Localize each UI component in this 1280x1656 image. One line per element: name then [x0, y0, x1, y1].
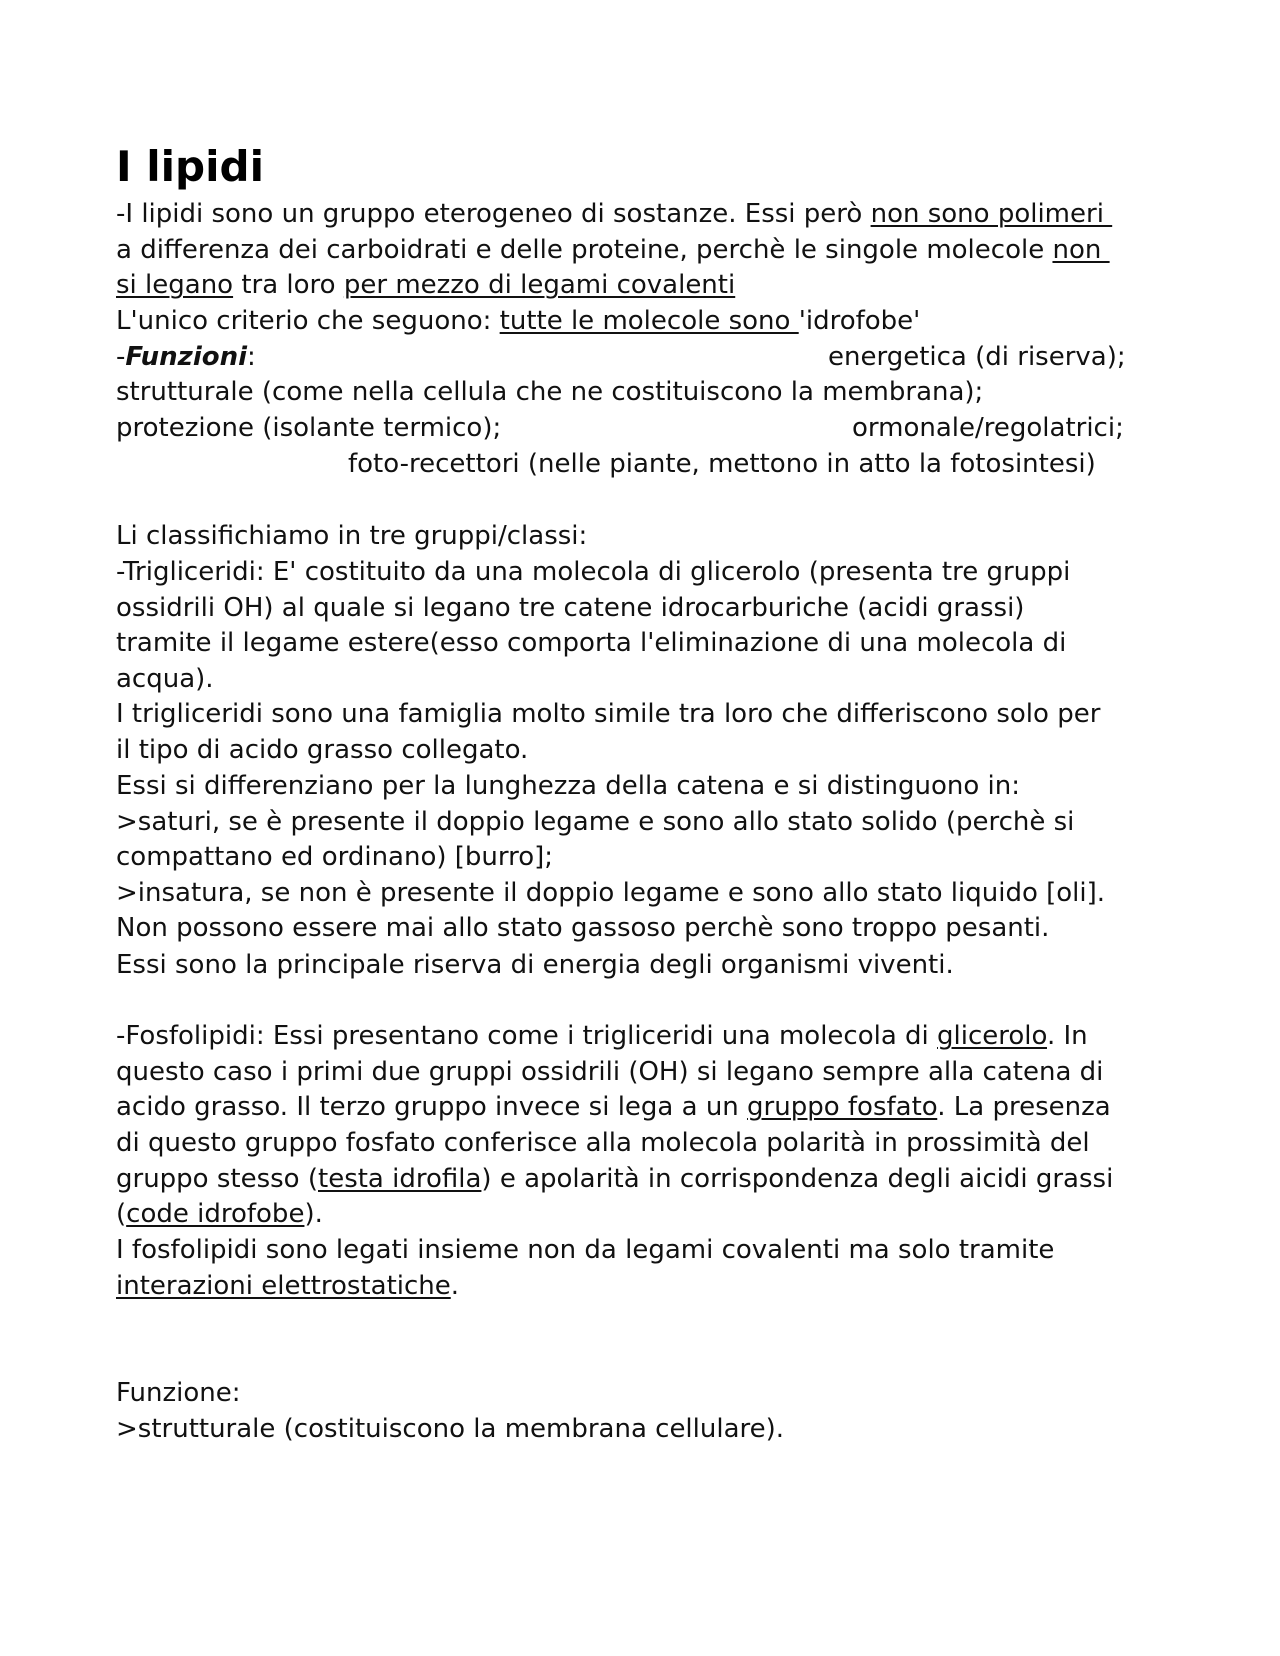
intro-line-4 [116, 304, 920, 338]
dash: - [116, 342, 126, 372]
trigliceridi-line-4: acqua). [116, 664, 214, 694]
page-title: I lipidi [116, 142, 264, 191]
underlined-text: non [1052, 235, 1110, 265]
underlined-text: interazioni elettrostatiche [116, 1271, 451, 1301]
underlined-text: glicerolo [937, 1021, 1047, 1051]
funzioni-label: Funzioni [125, 342, 248, 372]
text: a differenza dei carboidrati e delle proteine, perchè le singole molecole [116, 235, 1053, 265]
trigliceridi-line-6: il tipo di acido grasso collegato. [116, 735, 529, 765]
fosfolipidi-line-3 [116, 1090, 1111, 1124]
funzione-strutturale-fosfolipidi: >strutturale (costituiscono la membrana cellulare). [116, 1414, 785, 1444]
funzione-ormonale: ormonale/regolatrici; [852, 413, 1124, 443]
text: acido grasso. Il terzo gruppo invece si lega a un [116, 1092, 748, 1122]
intro-line-3 [116, 268, 735, 302]
trigliceridi-line-11: Non possono essere mai allo stato gassoso perchè sono troppo pesanti. [116, 913, 1050, 943]
classi-intro: Li classifichiamo in tre gruppi/classi: [116, 521, 588, 551]
funzione-energetica: energetica (di riserva); [828, 342, 1126, 372]
fosfolipidi-line-2: questo caso i primi due gruppi ossidrili (OH) si legano sempre alla catena di [116, 1057, 1104, 1087]
trigliceridi-line-7: Essi si differenziano per la lunghezza della catena e si distinguono in: [116, 771, 1020, 801]
text: . In [1046, 1021, 1088, 1051]
trigliceridi-line-12: Essi sono la principale riserva di energia degli organismi viventi. [116, 950, 954, 980]
fosfolipidi-line-4: di questo gruppo fosfato conferisce alla molecola polarità in prossimità del [116, 1128, 1090, 1158]
trigliceridi-line-10: >insatura, se non è presente il doppio legame e sono allo stato liquido [oli]. [116, 878, 1106, 908]
trigliceridi-line-5: I trigliceridi sono una famiglia molto simile tra loro che differiscono solo per [116, 699, 1101, 729]
intro-line-1 [116, 197, 1112, 231]
funzione-protezione: protezione (isolante termico); [116, 413, 502, 443]
text: L'unico criterio che seguono: [116, 306, 500, 336]
text: tra loro [233, 270, 344, 300]
text: ). [304, 1199, 323, 1229]
underlined-text: si legano [116, 270, 234, 300]
underlined-text: tutte le molecole sono [499, 306, 799, 336]
text: -I lipidi sono un gruppo eterogeneo di sostanze. Essi però [116, 199, 871, 229]
fosfolipidi-line-1 [116, 1019, 1088, 1053]
funzione-fotorecettori: foto-recettori (nelle piante, mettono in atto la fotosintesi) [348, 449, 1096, 479]
fosfolipidi-line-5 [116, 1162, 1113, 1196]
funzione-label: Funzione: [116, 1378, 241, 1408]
trigliceridi-line-2: ossidrili OH) al quale si legano tre catene idrocarburiche (acidi grassi) [116, 593, 1025, 623]
trigliceridi-line-8: >saturi, se è presente il doppio legame e sono allo stato solido (perchè si [116, 807, 1075, 837]
trigliceridi-line-9: compattano ed ordinano) [burro]; [116, 842, 554, 872]
intro-line-2 [116, 233, 1110, 267]
underlined-text: testa idrofila [318, 1164, 482, 1194]
text: ( [116, 1199, 127, 1229]
text: 'idrofobe' [798, 306, 921, 336]
text: ) e apolarità in corrispondenza degli aicidi grassi [481, 1164, 1114, 1194]
text: gruppo stesso ( [116, 1164, 318, 1194]
trigliceridi-line-3: tramite il legame estere(esso comporta l'eliminazione di una molecola di [116, 628, 1067, 658]
trigliceridi-line-1: -Trigliceridi: E' costituito da una molecola di glicerolo (presenta tre gruppi [116, 557, 1071, 587]
fosfolipidi-line-8 [116, 1269, 459, 1303]
colon: : [247, 342, 256, 372]
text: -Fosfolipidi: Essi presentano come i trigliceridi una molecola di [116, 1021, 938, 1051]
underlined-text: non sono polimeri [870, 199, 1113, 229]
fosfolipidi-line-7: I fosfolipidi sono legati insieme non da legami covalenti ma solo tramite [116, 1235, 1055, 1265]
funzioni-heading [116, 340, 256, 374]
text: . [450, 1271, 460, 1301]
text: . La presenza [937, 1092, 1111, 1122]
funzione-strutturale: strutturale (come nella cellula che ne costituiscono la membrana); [116, 377, 984, 407]
underlined-text: gruppo fosfato [747, 1092, 938, 1122]
fosfolipidi-line-6 [116, 1197, 323, 1231]
underlined-text: per mezzo di legami covalenti [343, 270, 736, 300]
underlined-text: code idrofobe [126, 1199, 305, 1229]
